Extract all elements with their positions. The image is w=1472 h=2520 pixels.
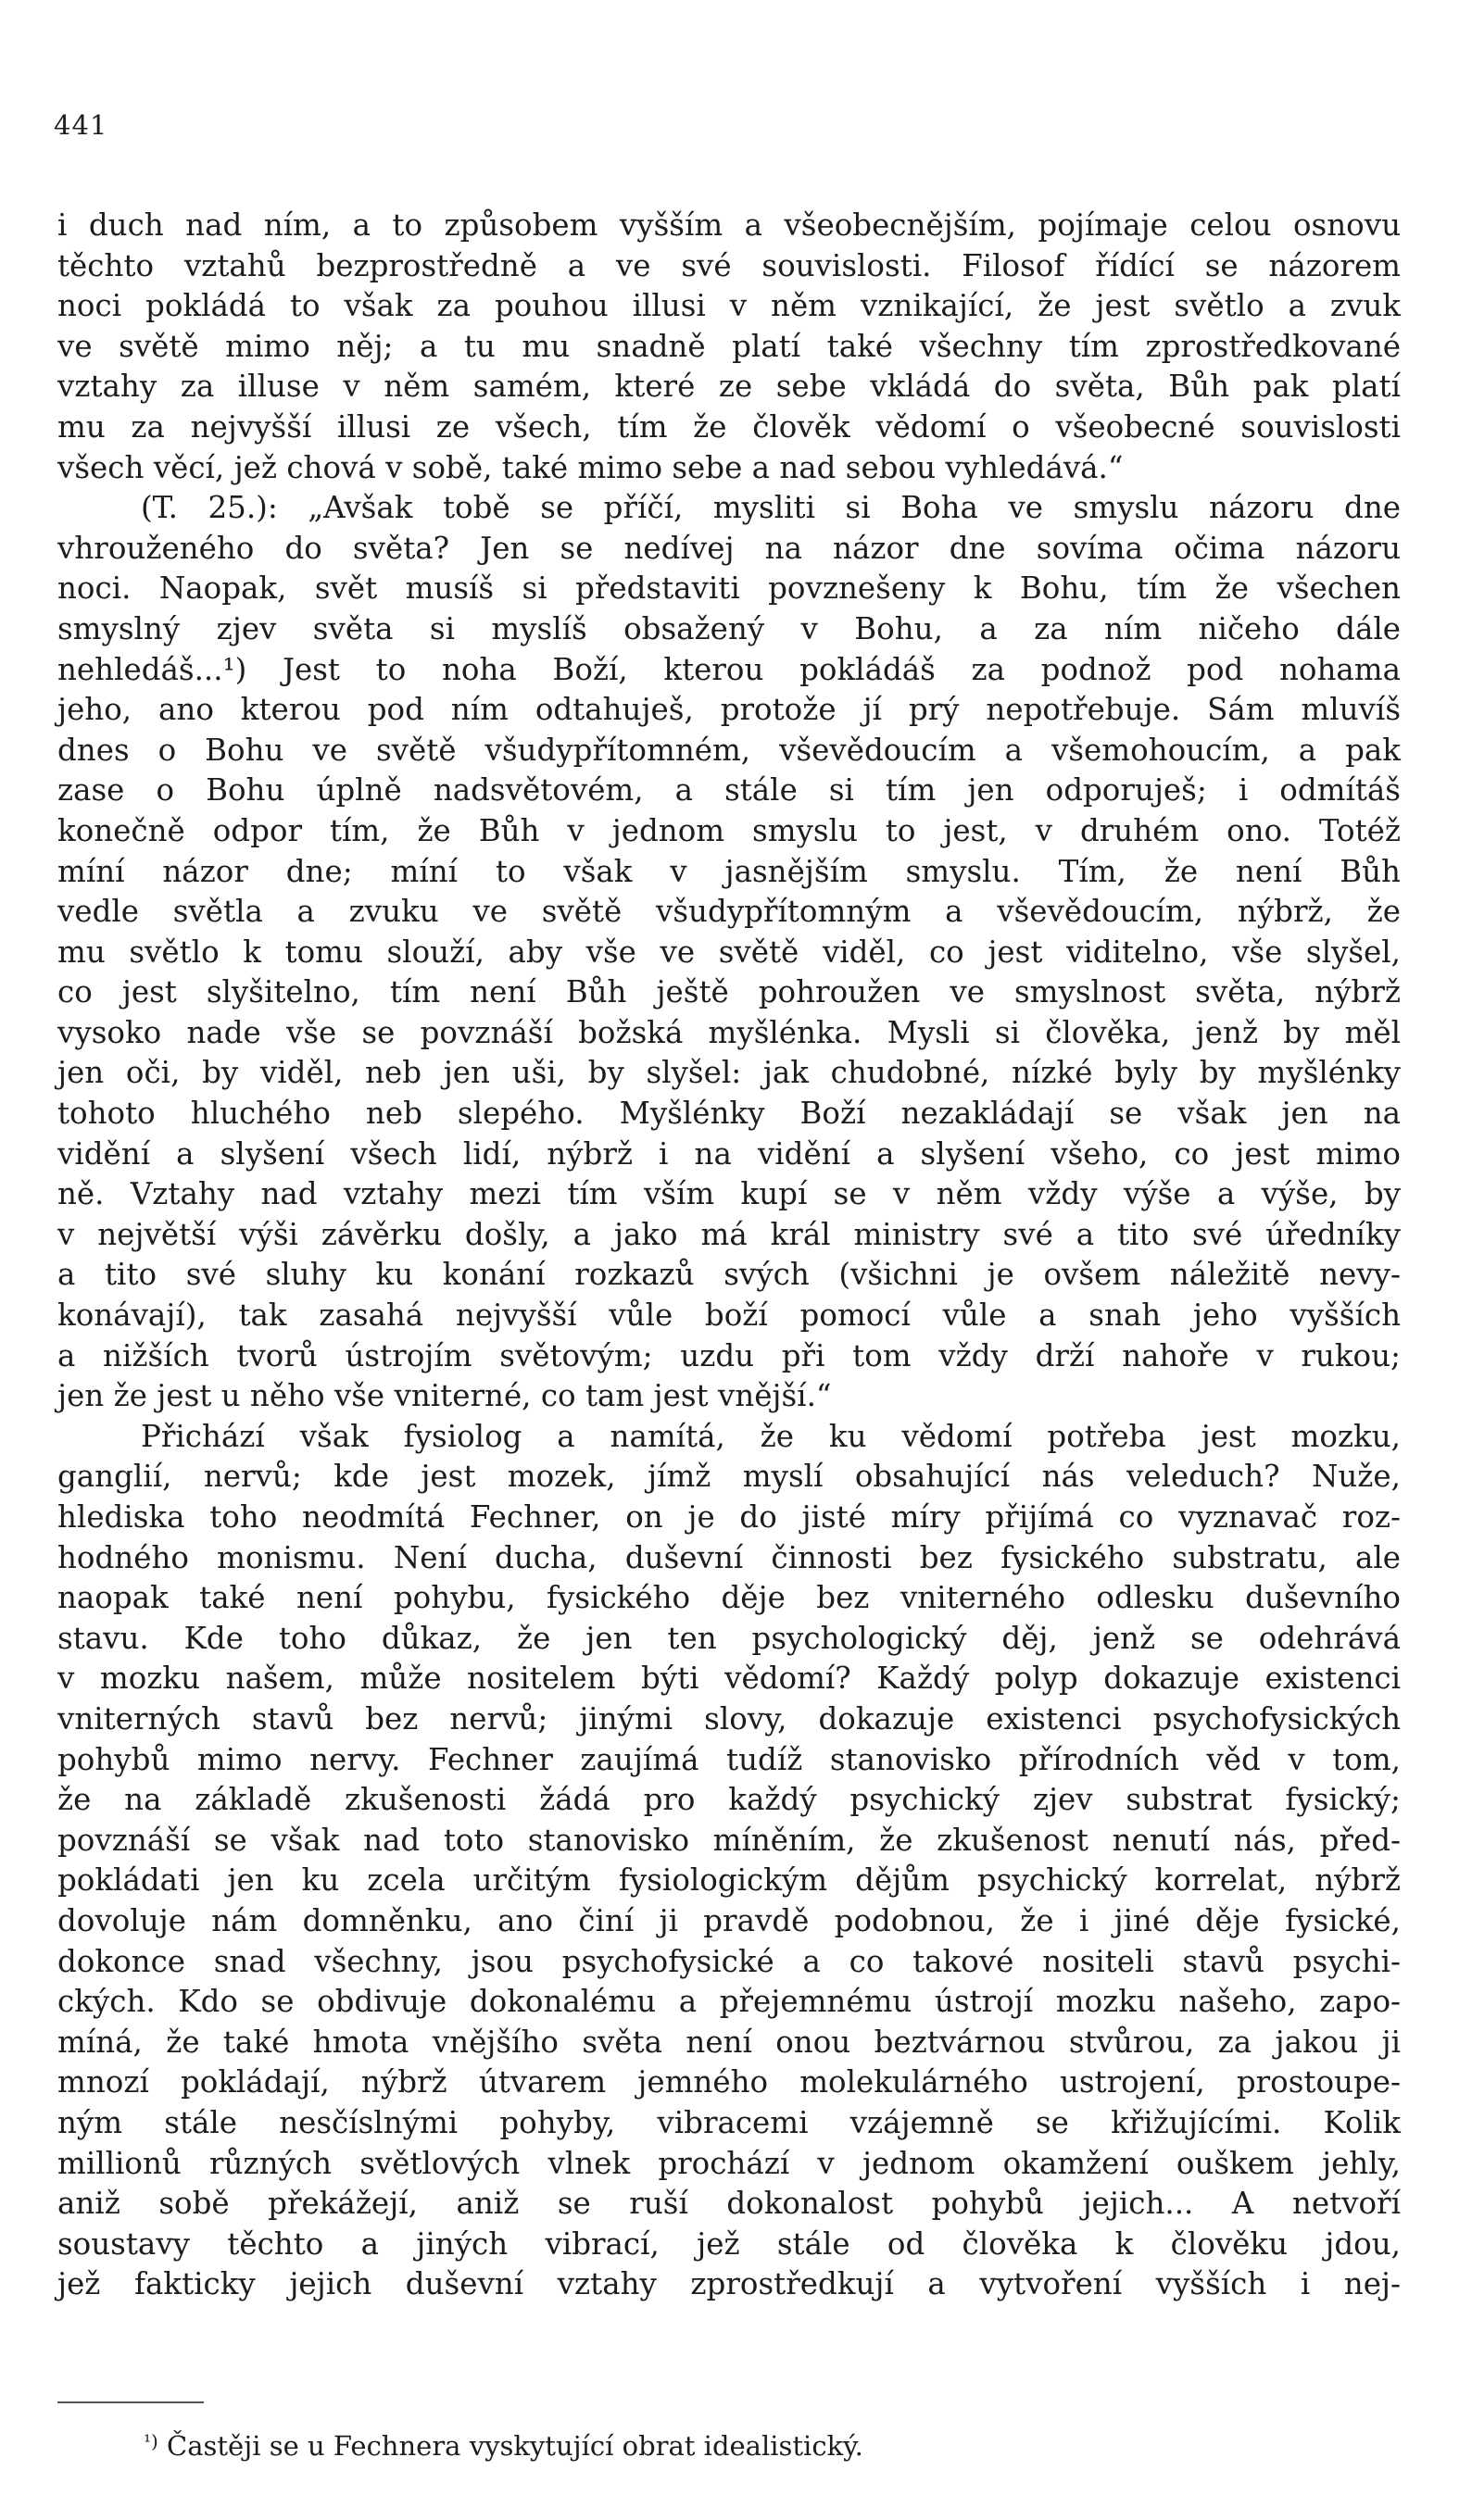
text-line: naopak také není pohybu, fysického děje bez vniterného odlesku duševního xyxy=(57,1580,1401,1616)
text-line: vztahy za illuse v něm samém, které ze sebe vkládá do světa, Bůh pak platí xyxy=(57,369,1401,405)
text-line: vedle světla a zvuku ve světě všudypřítomným a vševědoucím, nýbrž, že xyxy=(57,894,1401,930)
text-line: v největší výši závěrku došly, a jako má král ministry své a tito své úředníky xyxy=(57,1216,1401,1252)
footnote-text: Častěji se u Fechnera vyskytující obrat idealistický. xyxy=(157,2430,863,2462)
text-line: ve světě mimo něj; a tu mu snadně platí také všechny tím zprostředkované xyxy=(57,328,1401,364)
text-line: aniž sobě překážejí, aniž se ruší dokonalost pohybů jejich... A netvoří xyxy=(57,2186,1401,2222)
text-line: pohybů mimo nervy. Fechner zaujímá tudíž stanovisko přírodních věd v tom, xyxy=(57,1741,1401,1777)
text-line: ckých. Kdo se obdivuje dokonalému a přejemnému ústrojí mozku našeho, zapo- xyxy=(57,1984,1401,2020)
text-line: ně. Vztahy nad vztahy mezi tím vším kupí se v něm vždy výše a výše, by xyxy=(57,1176,1401,1212)
text-line: stavu. Kde toho důkaz, že jen ten psychologický děj, jenž se odehrává xyxy=(57,1620,1401,1656)
text-line: dokonce snad všechny, jsou psychofysické a co takové nositeli stavů psychi- xyxy=(57,1943,1401,1979)
text-line: millionů různých světlových vlnek prochází v jednom okamžení ouškem jehly, xyxy=(57,2145,1401,2181)
text-line: hlediska toho neodmítá Fechner, on je do jisté míry přijímá co vyznavač roz- xyxy=(57,1499,1401,1535)
text-line: všech věcí, jež chová v sobě, také mimo sebe a nad sebou vyhledává.“ xyxy=(57,449,1124,485)
text-line: mnozí pokládají, nýbrž útvarem jemného molekulárného ustrojení, prostoupe- xyxy=(57,2064,1401,2100)
text-line: a tito své sluhy ku konání rozkazů svých (všichni je ovšem náležitě nevy- xyxy=(57,1257,1401,1293)
text-line: míná, že také hmota vnějšího světa není onou beztvárnou stvůrou, za jakou ji xyxy=(57,2024,1401,2060)
text-line: míní názor dne; míní to však v jasnějším smyslu. Tím, že není Bůh xyxy=(57,853,1401,889)
text-line: dovoluje nám domněnku, ano činí ji pravdě podobnou, že i jiné děje fysické, xyxy=(57,1902,1401,1938)
text-line: vniterných stavů bez nervů; jinými slovy, dokazuje existenci psychofysických xyxy=(57,1700,1401,1736)
text-line: povznáší se však nad toto stanovisko míněním, že zkušenost nenutí nás, před- xyxy=(57,1822,1401,1858)
text-line: jež fakticky jejich duševní vztahy zprostředkují a vytvoření vyšších i nej- xyxy=(57,2266,1401,2302)
text-line: noci. Naopak, svět musíš si představiti povznešeny k Bohu, tím že všechen xyxy=(57,570,1401,607)
text-line: i duch nad ním, a to způsobem vyšším a všeobecnějším, pojímaje celou osnovu xyxy=(57,207,1401,243)
text-line: jeho, ano kterou pod ním odtahuješ, protože jí prý nepotřebuje. Sám mluvíš xyxy=(57,692,1401,728)
footnote-rule xyxy=(57,2401,204,2403)
text-line: ganglií, nervů; kde jest mozek, jímž myslí obsahující nás veleduch? Nuže, xyxy=(57,1459,1401,1495)
text-line: mu světlo k tomu slouží, aby vše ve světě viděl, co jest viditelno, vše slyšel, xyxy=(57,934,1401,970)
text-line: noci pokládá to však za pouhou illusi v něm vznikající, že jest světlo a zvuk xyxy=(57,288,1401,324)
text-line: vhrouženého do světa? Jen se nedívej na názor dne sovíma očima názoru xyxy=(57,530,1401,566)
text-line: tohoto hluchého neb slepého. Myšlénky Boží nezakládají se však jen na xyxy=(57,1096,1401,1132)
text-line: že na základě zkušenosti žádá pro každý psychický zjev substrat fysický; xyxy=(57,1782,1401,1818)
text-line: vidění a slyšení všech lidí, nýbrž i na vidění a slyšení všeho, co jest mimo xyxy=(57,1135,1401,1172)
text-line: vysoko nade vše se povznáší božská myšlénka. Mysli si člověka, jenž by měl xyxy=(57,1014,1401,1050)
text-line: v mozku našem, může nositelem býti vědomí? Každý polyp dokazuje existenci xyxy=(57,1661,1401,1697)
text-line: soustavy těchto a jiných vibrací, jež stále od člověka k člověku jdou, xyxy=(57,2225,1401,2262)
footnote xyxy=(144,2430,863,2462)
text-line: jen oči, by viděl, neb jen uši, by slyšel: jak chudobné, nízké byly by myšlénky xyxy=(57,1055,1401,1091)
page-number: 441 xyxy=(54,109,108,141)
text-line: mu za nejvyšší illusi ze všech, tím že člověk vědomí o všeobecné souvislosti xyxy=(57,408,1401,445)
text-line: ným stále nesčíslnými pohyby, vibracemi vzájemně se křižujícími. Kolik xyxy=(57,2104,1401,2140)
text-line: konečně odpor tím, že Bůh v jednom smyslu to jest, v druhém ono. Totéž xyxy=(57,812,1401,848)
text-line: smyslný zjev světa si myslíš obsažený v Bohu, a za ním ničeho dále xyxy=(57,610,1401,646)
text-line: konávají), tak zasahá nejvyšší vůle boží pomocí vůle a snah jeho vyšších xyxy=(57,1298,1401,1334)
text-line: nehledáš...¹) Jest to noha Boží, kterou pokládáš za podnož pod nohama xyxy=(57,651,1401,687)
text-line: těchto vztahů bezprostředně a ve své souvislosti. Filosof řídící se názorem xyxy=(57,247,1401,283)
text-line: jen že jest u něho vše vniterné, co tam jest vnější.“ xyxy=(57,1378,832,1414)
text-line: Přichází však fysiolog a namítá, že ku vědomí potřeba jest mozku, xyxy=(141,1418,1401,1454)
text-line: (T. 25.): „Avšak tobě se příčí, mysliti si Boha ve smyslu názoru dne xyxy=(141,490,1401,526)
text-line: co jest slyšitelno, tím není Bůh ještě pohroužen ve smyslnost světa, nýbrž xyxy=(57,974,1401,1010)
text-line: hodného monismu. Není ducha, duševní činnosti bez fysického substratu, ale xyxy=(57,1539,1401,1575)
text-line: dnes o Bohu ve světě všudypřítomném, vševědoucím a všemohoucím, a pak xyxy=(57,732,1401,768)
text-line: pokládati jen ku zcela určitým fysiologickým dějům psychický korrelat, nýbrž xyxy=(57,1862,1401,1899)
text-line: a nižších tvorů ústrojím světovým; uzdu při tom vždy drží nahoře v rukou; xyxy=(57,1337,1401,1373)
text-line: zase o Bohu úplně nadsvětovém, a stále si tím jen odporuješ; i odmítáš xyxy=(57,772,1401,809)
body-text xyxy=(57,206,1401,2305)
footnote-marker: ¹) xyxy=(144,2430,158,2452)
